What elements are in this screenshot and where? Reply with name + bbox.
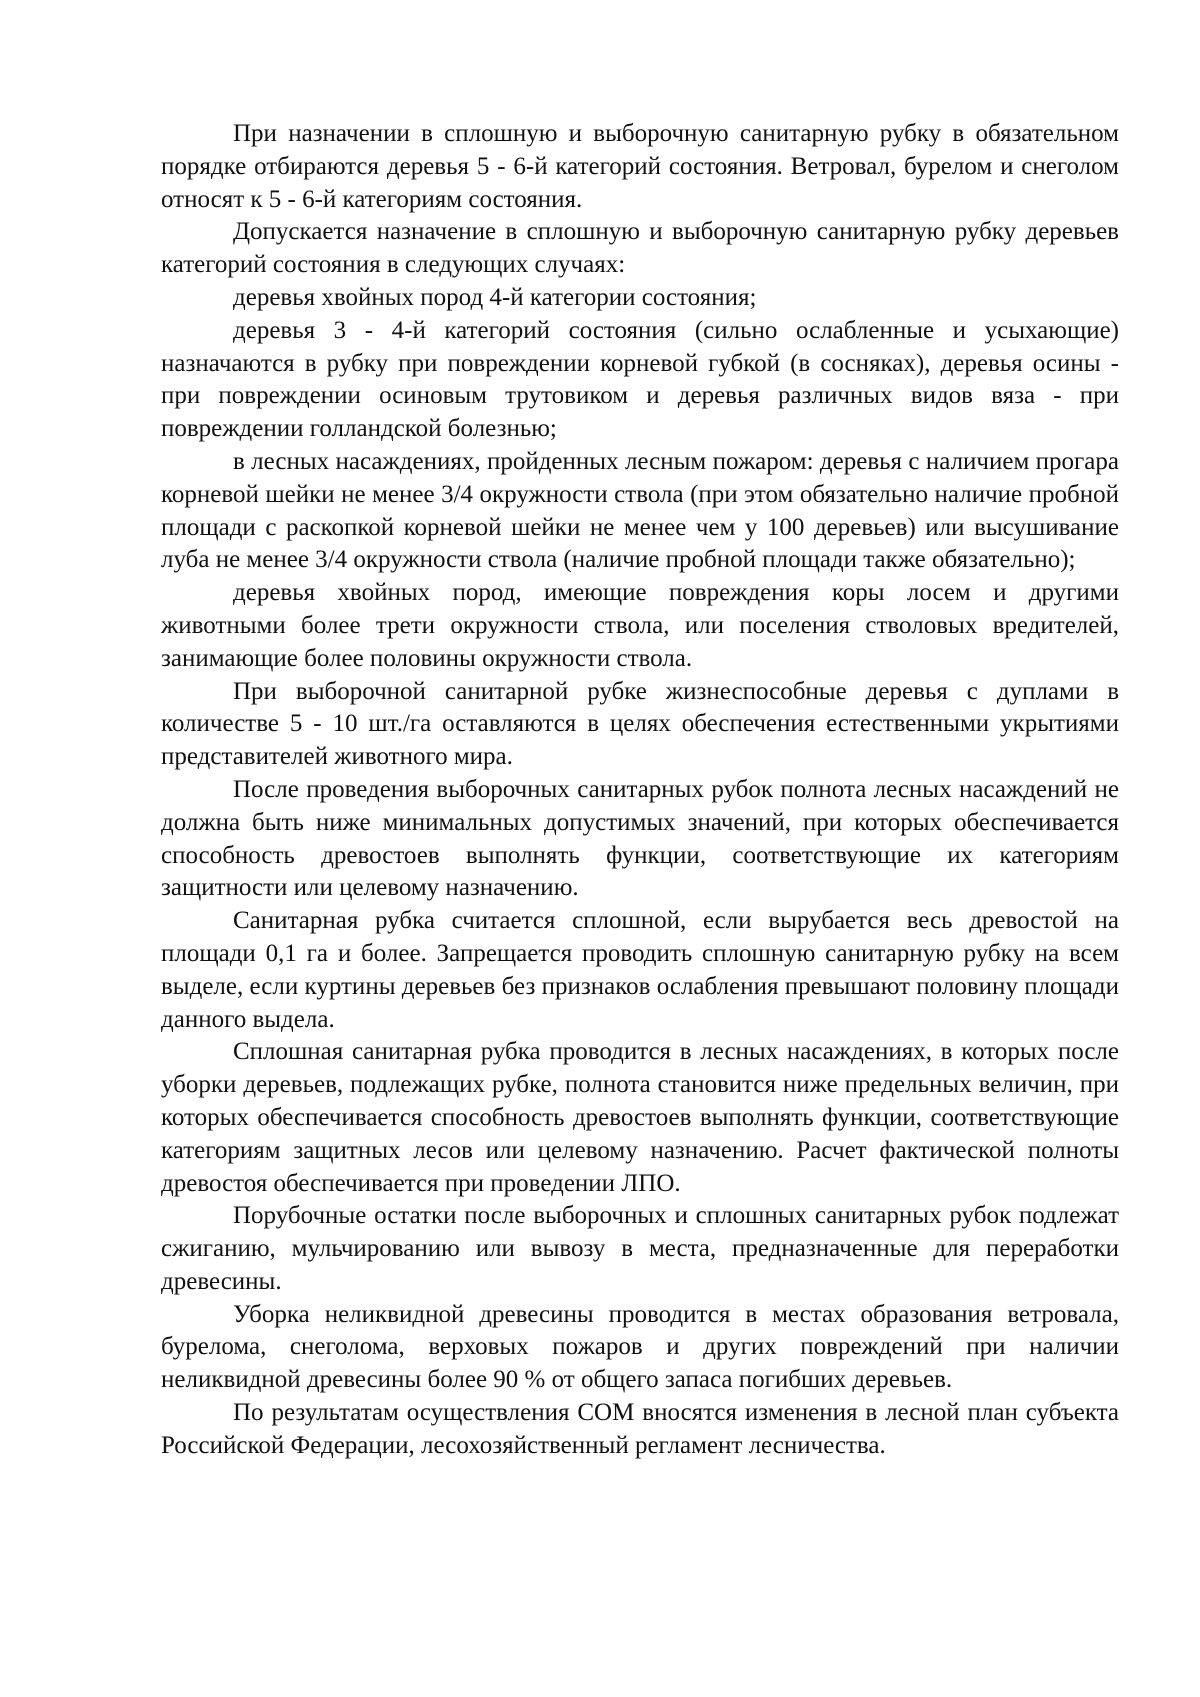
paragraph-forest-plan-changes: По результатам осуществления СОМ вносятся изменения в лесной план субъекта Российской Федерации, лесохозяйственный регламент лесничества. — [161, 1399, 1119, 1459]
paragraph-hollow-trees: При выборочной санитарной рубке жизнеспособные деревья с дуплами в количестве 5 - 10 шт./га оставляются в целях обеспечения естественными укрытиями представителей животного мира. — [161, 677, 1119, 771]
paragraph-case-bark-damage: деревья хвойных пород, имеющие повреждения коры лосем и другими животными более трети окружности ствола, или поселения стволовых вредителей, занимающие более половины окружности ствола. — [161, 579, 1119, 672]
paragraph-allowed-cases-intro: Допускается назначение в сплошную и выборочную санитарную рубку деревьев категорий состояния в следующих случаях: — [161, 218, 1119, 279]
paragraph-case-fire: в лесных насаждениях, пройденных лесным пожаром: деревья с наличием прогара корневой шейки не менее 3/4 окружности ствола (при этом обязательно наличие пробной площади с раскопкой корневой шейки не менее чем у 100 деревьев) или высушивание луба не менее 3/4 окружности ствола (наличие пробной площади также обязательно); — [161, 447, 1119, 574]
paragraph-clear-cutting-definition: Санитарная рубка считается сплошной, если вырубается весь древостой на площади 0,1 га и более. Запрещается проводить сплошную санитарную рубку на всем выделе, если куртины деревьев без признаков ослабления превышают половину площади данного выдела. — [161, 907, 1119, 1033]
paragraph-stand-density: После проведения выборочных санитарных рубок полнота лесных насаждений не должна быть ниже минимальных допустимых значений, при которых обеспечивается способность древостоев выполнять функции, соответствующие их категориям защитности или целевому назначению. — [161, 775, 1119, 902]
paragraph-case-diseases: деревья 3 - 4-й категорий состояния (сильно ослабленные и усыхающие) назначаются в рубку при повреждении корневой губкой (в сосняках), деревья осины - при повреждении осиновым трутовиком и деревья различных видов вяза - при повреждении голландской болезнью; — [161, 316, 1119, 443]
paragraph-clear-cutting-conditions: Сплошная санитарная рубка проводится в лесных насаждениях, в которых после уборки деревьев, подлежащих рубке, полнота становится ниже предельных величин, при которых обеспечивается способность древостоев выполнять функции, соответствующие категориям защитных лесов или целевому назначению. Расчет фактической полноты древостоя обеспечивается при проведении ЛПО. — [161, 1038, 1119, 1197]
paragraph-clear-cutting-selection: При назначении в сплошную и выборочную санитарную рубку в обязательном порядке отбираются деревья 5 - 6-й категорий состояния. Ветровал, бурелом и снеголом относят к 5 - 6-й категориям состояния. — [161, 120, 1119, 213]
paragraph-case-conifers: деревья хвойных пород 4-й категории состояния; — [233, 283, 757, 311]
paragraph-illiquid-wood: Уборка неликвидной древесины проводится в местах образования ветровала, бурелома, снеголома, верховых пожаров и других повреждений при наличии неликвидной древесины более 90 % от общего запаса погибших деревьев. — [161, 1300, 1119, 1394]
document-page — [161, 118, 1119, 1463]
paragraph-logging-residues: Порубочные остатки после выборочных и сплошных санитарных рубок подлежат сжиганию, мульчированию или вывозу в места, предназначенные для переработки древесины. — [161, 1202, 1119, 1295]
